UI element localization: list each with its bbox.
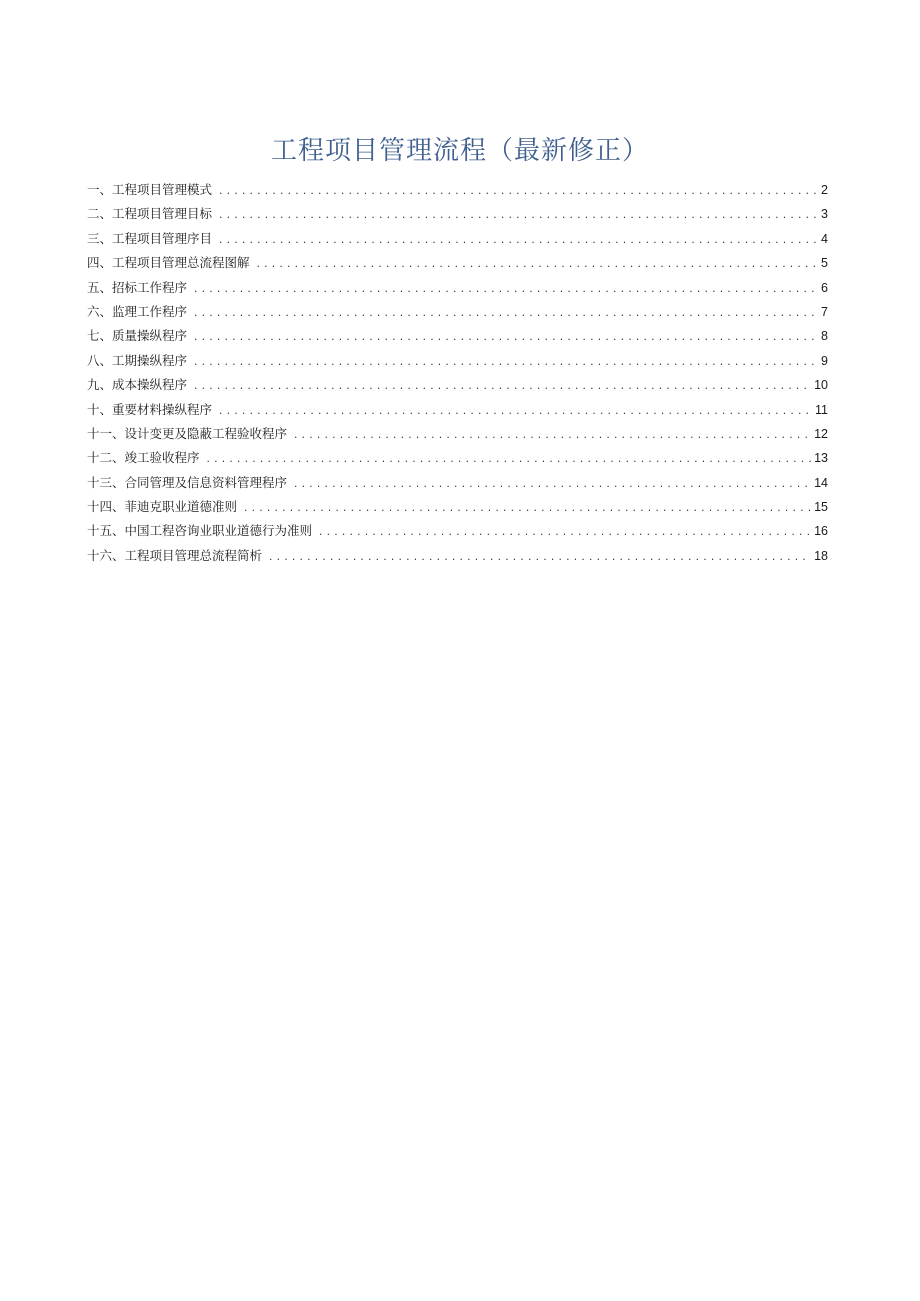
toc-dot-leader bbox=[293, 424, 811, 446]
toc-entry[interactable] bbox=[87, 495, 828, 519]
toc-entry[interactable] bbox=[87, 178, 828, 202]
toc-entry-page: 10 bbox=[814, 378, 828, 393]
toc-dot-leader bbox=[218, 400, 812, 422]
toc-entry-label: 十二、竣工验收程序 bbox=[87, 450, 200, 466]
toc-entry-page: 6 bbox=[821, 280, 828, 295]
toc-entry-label: 三、工程项目管理序目 bbox=[87, 230, 213, 246]
toc-entry[interactable] bbox=[87, 398, 828, 422]
toc-dot-leader bbox=[193, 326, 818, 348]
toc-entry-label: 七、质量操纵程序 bbox=[87, 328, 188, 344]
toc-dot-leader bbox=[256, 253, 819, 275]
toc-entry-page: 2 bbox=[821, 183, 828, 197]
toc-entry[interactable] bbox=[87, 202, 828, 226]
toc-entry-label: 十六、工程项目管理总流程简析 bbox=[87, 547, 263, 563]
toc-entry[interactable] bbox=[87, 471, 828, 495]
toc-entry[interactable] bbox=[87, 324, 828, 348]
toc-entry-label: 一、工程项目管理模式 bbox=[87, 182, 213, 197]
toc-dot-leader bbox=[206, 448, 812, 470]
toc-dot-leader bbox=[218, 229, 818, 251]
toc-entry-label: 十五、中国工程咨询业职业道德行为准则 bbox=[87, 523, 313, 539]
toc-dot-leader bbox=[218, 180, 818, 202]
toc-entry-label: 四、工程项目管理总流程图解 bbox=[87, 255, 250, 271]
toc-entry-page: 11 bbox=[815, 402, 828, 417]
toc-dot-leader bbox=[193, 351, 818, 373]
toc-entry-page: 3 bbox=[821, 207, 828, 222]
toc-dot-leader bbox=[193, 302, 818, 324]
toc-entry-label: 五、招标工作程序 bbox=[87, 279, 188, 295]
toc-entry[interactable] bbox=[87, 251, 828, 275]
toc-dot-leader bbox=[218, 204, 818, 226]
toc-entry-label: 十一、设计变更及隐蔽工程验收程序 bbox=[87, 425, 288, 441]
toc-entry-label: 十四、菲迪克职业道德准则 bbox=[87, 499, 238, 515]
toc-entry-label: 六、监理工作程序 bbox=[87, 303, 188, 319]
toc-entry-label: 八、工期操纵程序 bbox=[87, 352, 188, 368]
toc-entry-page: 7 bbox=[821, 304, 828, 319]
toc-entry[interactable] bbox=[87, 373, 828, 397]
toc-entry[interactable] bbox=[87, 446, 828, 470]
toc-dot-leader bbox=[193, 278, 818, 300]
toc-entry[interactable] bbox=[87, 422, 828, 446]
table-of-contents bbox=[87, 178, 828, 568]
toc-entry-page: 5 bbox=[821, 256, 828, 271]
toc-entry-page: 12 bbox=[814, 426, 828, 441]
toc-dot-leader bbox=[268, 546, 811, 568]
toc-dot-leader bbox=[293, 473, 811, 495]
toc-entry[interactable] bbox=[87, 227, 828, 251]
toc-entry-page: 15 bbox=[814, 500, 828, 515]
toc-entry-page: 16 bbox=[814, 524, 828, 539]
toc-entry[interactable] bbox=[87, 276, 828, 300]
toc-entry-page: 14 bbox=[814, 475, 828, 490]
document-title: 工程项目管理流程（最新修正） bbox=[270, 136, 649, 166]
toc-entry-label: 十、重要材料操纵程序 bbox=[87, 401, 213, 417]
toc-entry[interactable] bbox=[87, 300, 828, 324]
toc-entry[interactable] bbox=[87, 349, 828, 373]
toc-dot-leader bbox=[243, 497, 811, 519]
toc-entry[interactable] bbox=[87, 544, 828, 568]
toc-entry-label: 二、工程项目管理目标 bbox=[87, 206, 213, 222]
toc-entry[interactable] bbox=[87, 519, 828, 543]
toc-entry-page: 18 bbox=[814, 548, 828, 563]
toc-entry-page: 9 bbox=[821, 353, 828, 368]
toc-dot-leader bbox=[318, 521, 811, 543]
toc-entry-page: 13 bbox=[814, 451, 828, 466]
toc-entry-page: 8 bbox=[821, 329, 828, 344]
toc-entry-label: 十三、合同管理及信息资料管理程序 bbox=[87, 474, 288, 490]
toc-entry-label: 九、成本操纵程序 bbox=[87, 377, 188, 393]
toc-entry-page: 4 bbox=[821, 231, 828, 246]
toc-dot-leader bbox=[193, 375, 811, 397]
